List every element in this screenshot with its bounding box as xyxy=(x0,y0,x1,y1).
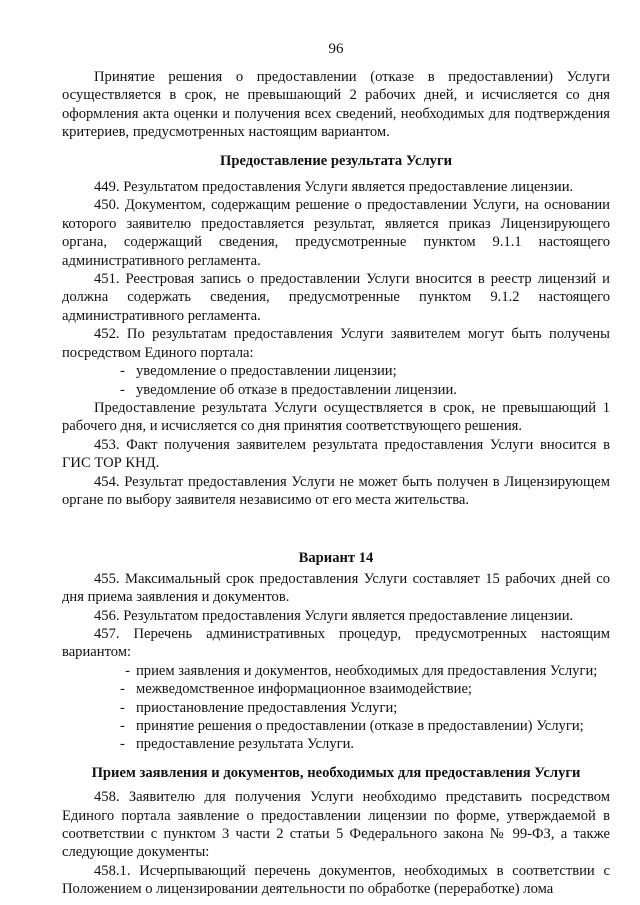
list-item: - предоставление результата Услуги. xyxy=(120,735,610,753)
list-dash: - xyxy=(125,662,130,679)
paragraph-result-term: Предоставление результата Услуги осуществляется в срок, не превышающий 1 рабочего дня, и исчисляется со дня принятия соответствующего решения. xyxy=(62,399,610,435)
list-item-text: прием заявления и документов, необходимых для предоставления Услуги; xyxy=(136,662,598,679)
list-item: - межведомственное информационное взаимодействие; xyxy=(120,680,610,698)
paragraph-449: 449. Результатом предоставления Услуги является предоставление лицензии. xyxy=(94,179,574,196)
list-item: - приостановление предоставления Услуги; xyxy=(120,699,610,717)
page-number: 96 xyxy=(328,41,344,57)
list-457 xyxy=(62,680,610,754)
paragraph-454: 454. Результат предоставления Услуги не может быть получен в Лицензирующем органе по выбору заявителя независимо от его места жительства. xyxy=(62,473,610,508)
paragraph-458-1: 458.1. Исчерпывающий перечень документов, необходимых в соответствии с Положением о лицензировании деятельности по обработке (переработке) лома xyxy=(62,862,610,898)
list-457-first-item xyxy=(62,662,610,680)
paragraph-451: 451. Реестровая запись о предоставлении Услуги вносится в реестр лицензий и должна содержать сведения, предусмотренные пунктом 9.1.2 настоящего административного регламента. xyxy=(62,271,610,324)
paragraph-452: 452. По результатам предоставления Услуги заявителем могут быть получены посредством Единого портала: xyxy=(62,326,610,361)
paragraph-456: 456. Результатом предоставления Услуги является предоставление лицензии. xyxy=(94,607,574,624)
paragraph-458: 458. Заявителю для получения Услуги необходимо представить посредством Единого портала заявление о предоставлении лицензии по форме, утверждаемой в соответствии с пунктом 3 части 2 статьи 5 Федерального закона № 99-ФЗ, а также следующие документы: xyxy=(62,789,610,861)
list-item: - уведомление о предоставлении лицензии; xyxy=(120,362,610,380)
heading-variant: Вариант 14 xyxy=(298,550,374,567)
paragraph-450: 450. Документом, содержащим решение о предоставлении Услуги, на основании которого заявителю предоставляется результат, является приказ Лицензирующего органа, содержащий сведения, предусмотренные пунктом 9.1.1 настоящего административного регламента. xyxy=(62,197,610,269)
paragraph-455: 455. Максимальный срок предоставления Услуги составляет 15 рабочих дней со дня приема заявления и документов. xyxy=(62,570,610,606)
paragraph-intro: Принятие решения о предоставлении (отказе в предоставлении) Услуги осуществляется в срок, не превышающий 2 рабочих дней, и исчисляется со дня оформления акта оценки и получения всех сведений, необходимых для подтверждения критериев, предусмотренных настоящим вариантом. xyxy=(62,69,610,141)
heading-reception: Прием заявления и документов, необходимых для предоставления Услуги xyxy=(91,764,581,781)
paragraph-453: 453. Факт получения заявителем результата предоставления Услуги вносится в ГИС ТОР КНД. xyxy=(62,436,610,472)
heading-result: Предоставление результата Услуги xyxy=(220,152,452,169)
list-452 xyxy=(62,362,610,399)
list-item: - принятие решения о предоставлении (отказе в предоставлении) Услуги; xyxy=(120,717,610,735)
list-item: - уведомление об отказе в предоставлении лицензии. xyxy=(120,381,610,399)
paragraph-457: 457. Перечень административных процедур, предусмотренных настоящим вариантом: xyxy=(62,625,610,661)
